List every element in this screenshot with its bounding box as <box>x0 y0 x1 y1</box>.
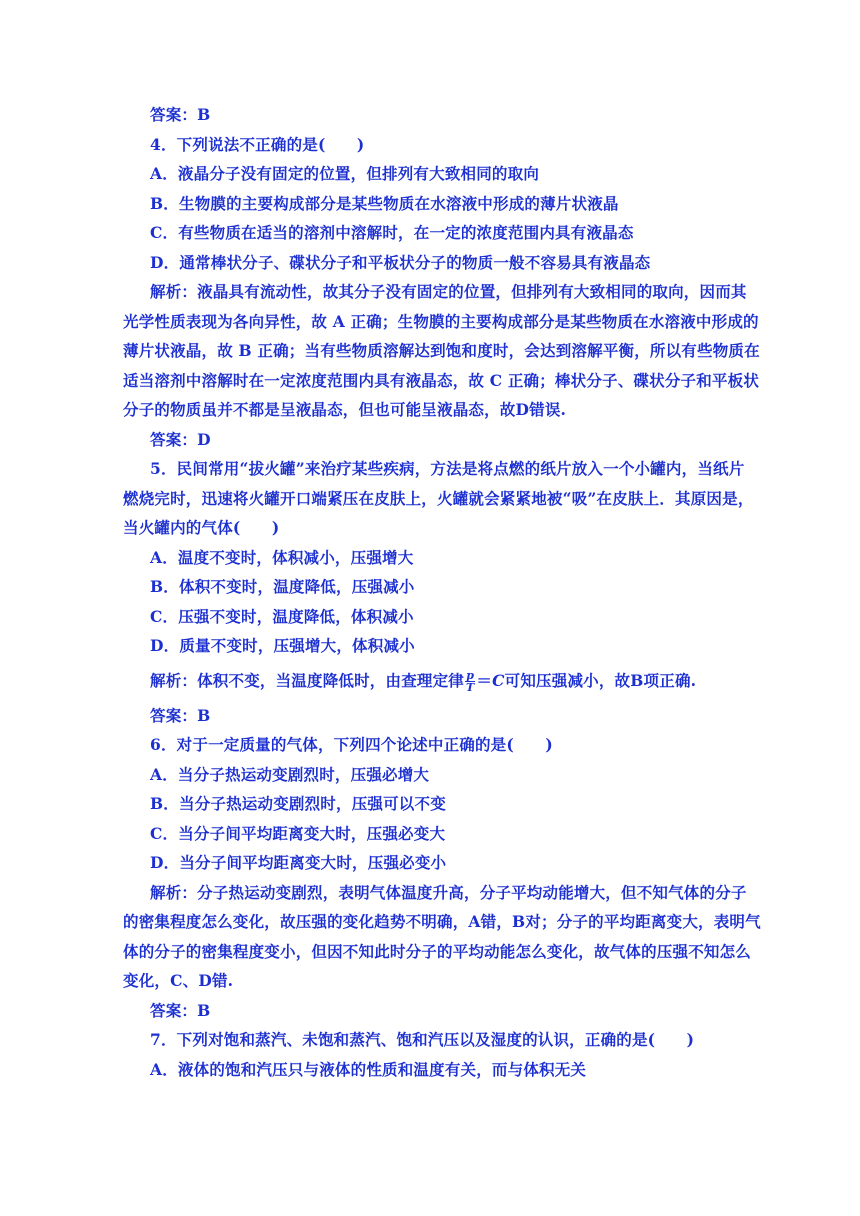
constant-c: C <box>492 670 505 690</box>
fraction-denominator: T <box>466 681 475 694</box>
explanation-line: 体的分子的密集程度变小，但因不知此时分子的平均动能怎么变化，故气体的压强不知怎么 <box>123 941 752 961</box>
question-line: 燃烧完时，迅速将火罐开口端紧压在皮肤上，火罐就会紧紧地被“吸”在皮肤上．其原因是， <box>123 488 754 508</box>
option-d: D．质量不变时，压强增大，体积减小 <box>150 636 415 655</box>
option-d: D．当分子间平均距离变大时，压强必变小 <box>150 853 447 872</box>
explanation-q6 <box>123 878 761 996</box>
explanation-line: 适当溶剂中溶解时在一定浓度范围内具有液晶态，故 C 正确；棒状分子、碟状分子和平板状 <box>123 370 760 390</box>
explanation-q5 <box>123 661 738 701</box>
option-b: B．体积不变时，温度降低，压强减小 <box>150 577 415 596</box>
explanation-line: 解析：液晶具有流动性，故其分子没有固定的位置，但排列有大致相同的取向，因而其 <box>150 282 747 301</box>
answer-line: 答案：B <box>150 105 211 124</box>
question-line: 当火罐内的气体( ) <box>123 518 280 537</box>
fraction-p-over-t <box>465 670 475 693</box>
option-a: A．液体的饱和汽压只与液体的性质和温度有关，而与体积无关 <box>150 1059 587 1079</box>
option-b: B．当分子热运动变剧烈时，压强可以不变 <box>150 794 446 813</box>
answer-line: 答案：D <box>150 429 211 449</box>
question-4: 4．下列说法不正确的是( ) <box>150 134 365 154</box>
question-line: 5．民间常用“拔火罐”来治疗某些疾病，方法是将点燃的纸片放入一个小罐内，当纸片 <box>150 459 745 478</box>
explanation-line: 解析：分子热运动变剧烈，表明气体温度升高，分子平均动能增大，但不知气体的分子 <box>150 882 747 902</box>
explanation-line: 的密集程度怎么变化，故压强的变化趋势不明确，A错，B对；分子的平均距离变大，表明气 <box>123 912 761 931</box>
option-c: C．压强不变时，温度降低，体积减小 <box>150 606 414 626</box>
explanation-line: 变化，C、D错. <box>123 971 234 990</box>
option-d: D．通常棒状分子、碟状分子和平板状分子的物质一般不容易具有液晶态 <box>150 252 651 272</box>
option-b: B．生物膜的主要构成部分是某些物质在水溶液中形成的薄片状液晶 <box>150 193 619 213</box>
explanation-line: 分子的物质虽并不都是呈液晶态，但也可能呈液晶态，故D错误. <box>123 400 567 419</box>
option-c: C．当分子间平均距离变大时，压强必变大 <box>150 823 446 843</box>
option-a: A．温度不变时，体积减小，压强增大 <box>150 547 414 567</box>
explanation-text: 可知压强减小，故B项正确. <box>504 670 697 690</box>
answer-line: 答案：B <box>150 705 211 725</box>
explanation-line: 薄片状液晶，故 B 正确；当有些物质溶解达到饱和度时，会达到溶解平衡，所以有些物质在 <box>123 341 760 360</box>
answer-line: 答案：B <box>150 1000 211 1020</box>
explanation-line: 光学性质表现为各向异性，故 A 正确；生物膜的主要构成部分是某些物质在水溶液中形成的 <box>123 311 759 331</box>
option-a: A．当分子热运动变剧烈时，压强必增大 <box>150 764 430 784</box>
document-content <box>123 100 761 1084</box>
option-c: C．有些物质在适当的溶剂中溶解时，在一定的浓度范围内具有液晶态 <box>150 223 634 242</box>
explanation-q4 <box>123 277 760 425</box>
question-7: 7．下列对饱和蒸汽、未饱和蒸汽、饱和汽压以及湿度的认识，正确的是( ) <box>150 1030 695 1049</box>
question-5 <box>123 454 754 543</box>
equals-sign: ＝ <box>476 670 493 690</box>
fraction-numerator: p <box>466 669 475 682</box>
option-a: A．液晶分子没有固定的位置，但排列有大致相同的取向 <box>150 164 540 183</box>
explanation-text: 解析：体积不变，当温度降低时，由查理定律 <box>150 670 465 690</box>
question-6: 6．对于一定质量的气体，下列四个论述中正确的是( ) <box>150 735 553 754</box>
